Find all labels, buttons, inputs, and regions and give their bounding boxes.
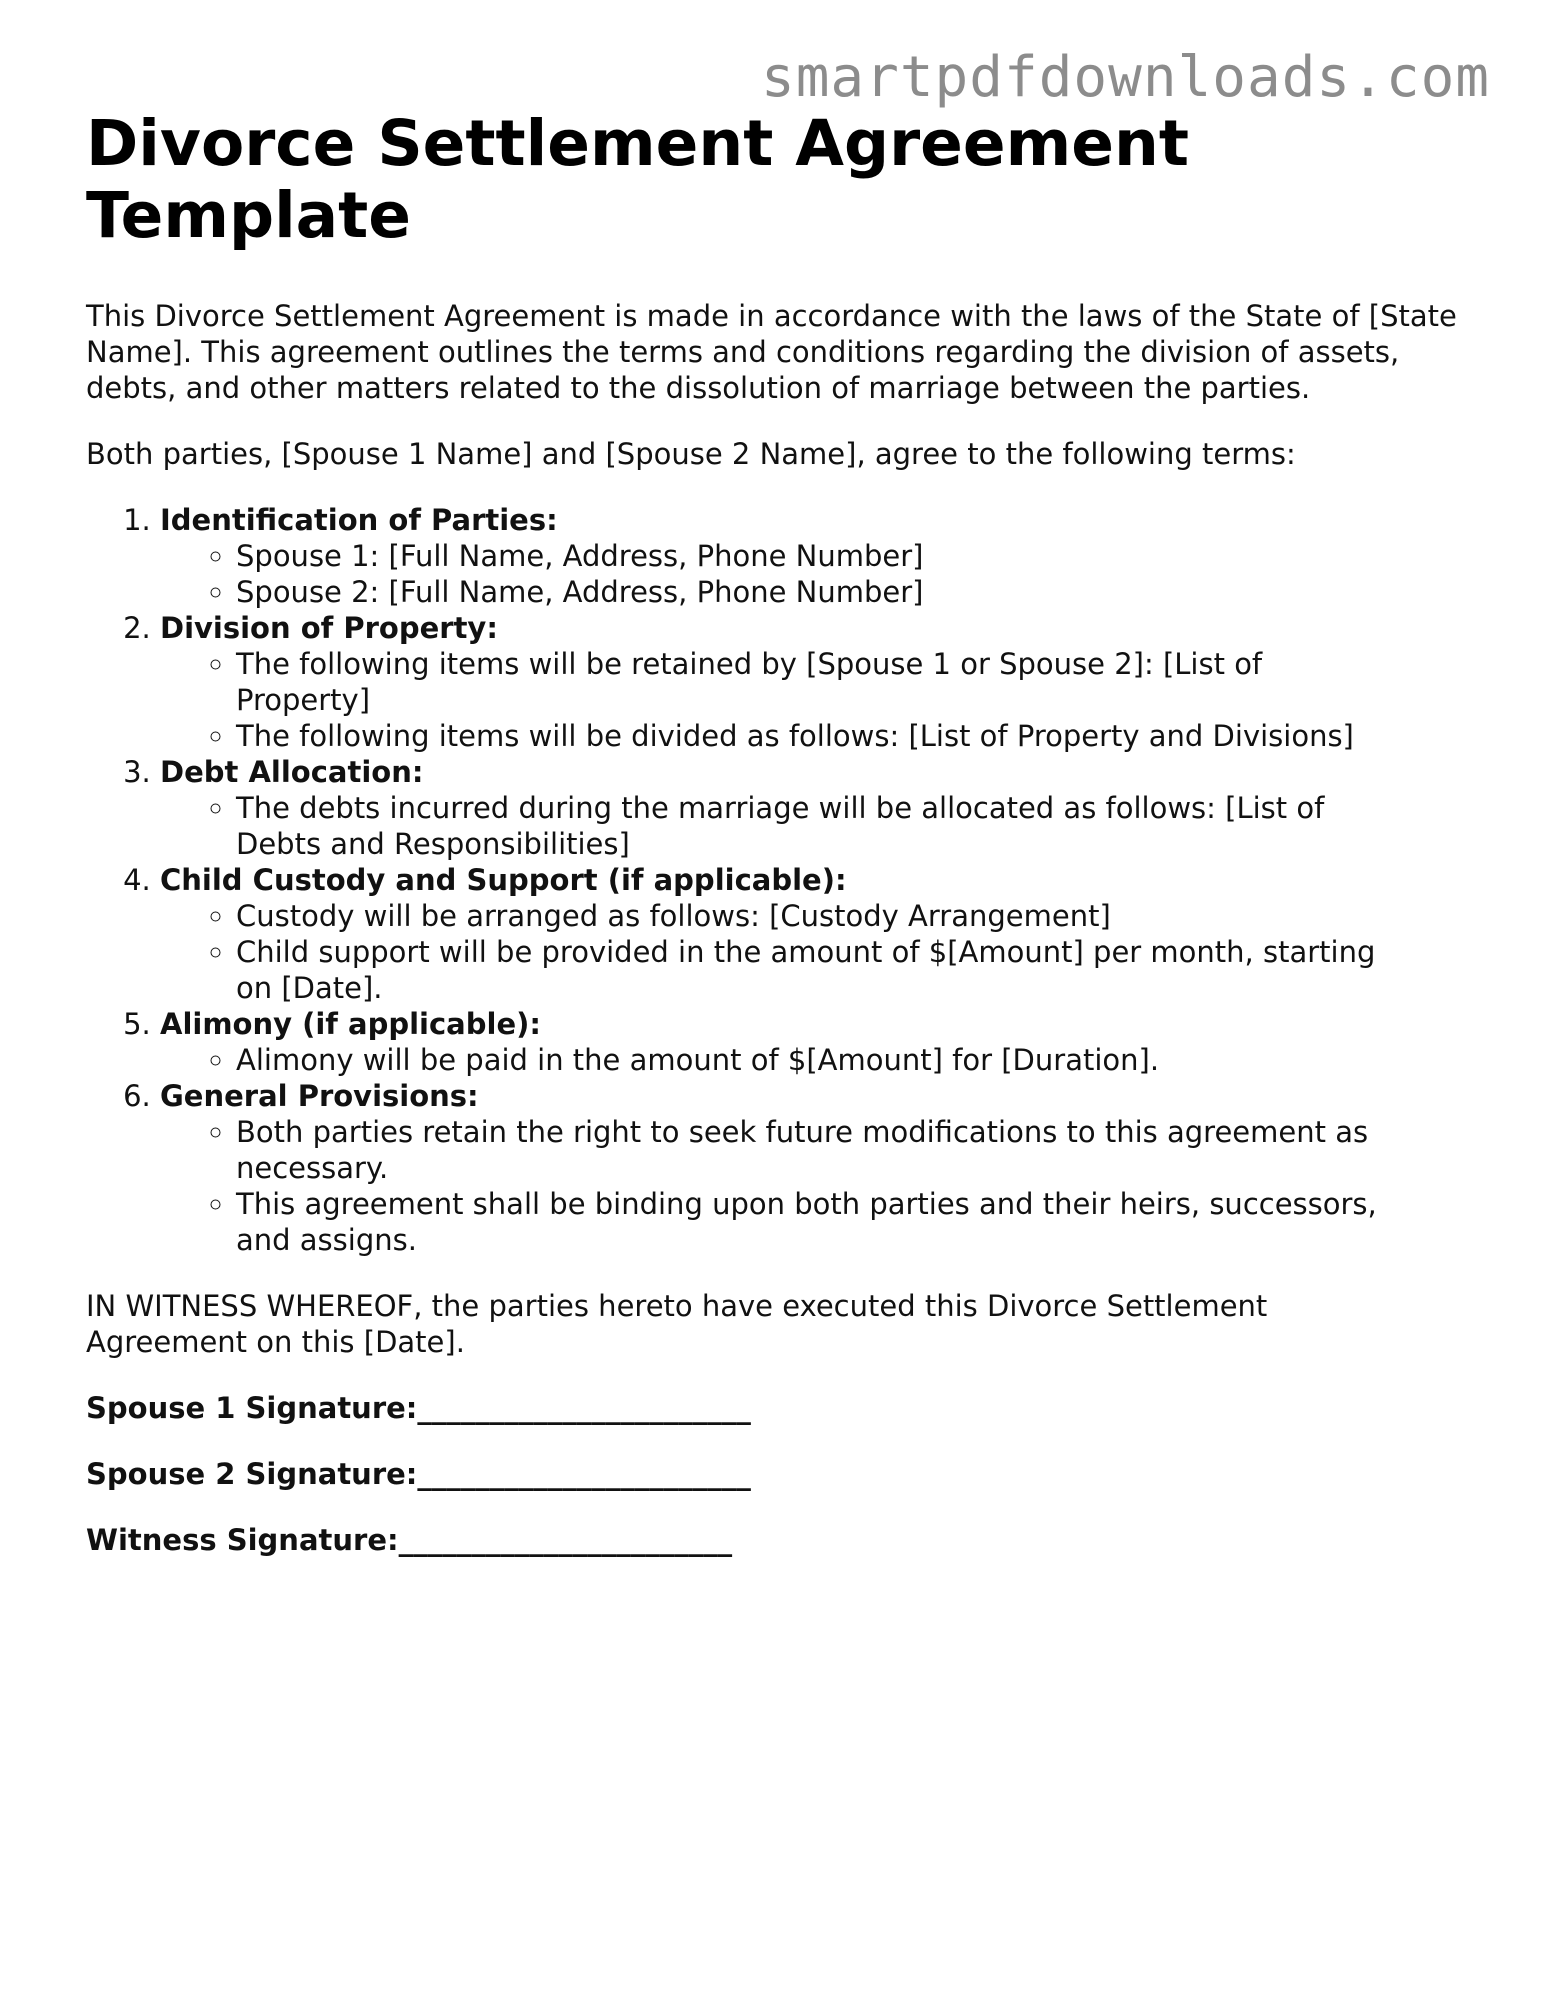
term-heading: General Provisions: [160, 1079, 479, 1113]
term-subitems [160, 1114, 1486, 1258]
term-item [160, 610, 1486, 754]
spouse2-signature-line[interactable]: _______________________ [417, 1457, 751, 1491]
parties-agreement-paragraph: Both parties, [Spouse 1 Name] and [Spouse 2 Name], agree to the following terms: [86, 437, 1296, 471]
term-item [160, 502, 1486, 610]
witness-signature-row [86, 1522, 1486, 1558]
spouse1-signature-label: Spouse 1 Signature: [86, 1391, 418, 1425]
spouse2-signature-label: Spouse 2 Signature: [86, 1457, 418, 1491]
term-subitem: ◦ Both parties retain the right to seek future modifications to this agreement as necessary. [236, 1114, 1396, 1186]
watermark: smartpdfdownloads.com [760, 45, 1490, 110]
term-subitem: ◦ Child support will be provided in the amount of $[Amount] per month, starting on [Date]. [236, 934, 1396, 1006]
term-heading: Debt Allocation: [160, 755, 424, 789]
term-item [160, 1006, 1486, 1078]
spouse2-signature-row [86, 1456, 1486, 1492]
term-subitem: ◦ Custody will be arranged as follows: [Custody Arrangement] [236, 898, 1396, 934]
spouse1-signature-line[interactable]: _______________________ [417, 1391, 751, 1425]
document-page [86, 108, 1486, 1558]
term-heading: Division of Property: [160, 611, 498, 645]
term-subitem: ◦ Alimony will be paid in the amount of $[Amount] for [Duration]. [236, 1042, 1396, 1078]
term-subitems [160, 790, 1486, 862]
term-heading: Alimony (if applicable): [160, 1007, 541, 1041]
document-title: Divorce Settlement Agreement Template [86, 107, 1189, 252]
term-subitem: ◦ The debts incurred during the marriage will be allocated as follows: [List of Debts and Responsibilities] [236, 790, 1396, 862]
term-subitems [160, 1042, 1486, 1078]
intro-paragraph: This Divorce Settlement Agreement is made in accordance with the laws of the State of [State Name]. This agreement outlines the terms and conditions regarding the division of assets, debts, and other matters related to the dissolution of marriage between the parties. [86, 299, 1457, 405]
witness-signature-line[interactable]: _______________________ [398, 1523, 733, 1557]
term-subitems [160, 646, 1486, 754]
term-subitem: ◦ The following items will be retained by [Spouse 1 or Spouse 2]: [List of Property] [236, 646, 1396, 718]
term-item [160, 862, 1486, 1006]
term-subitems [160, 898, 1486, 1006]
term-subitem: ◦ The following items will be divided as follows: [List of Property and Divisions] [236, 718, 1396, 754]
witness-signature-label: Witness Signature: [86, 1523, 399, 1557]
term-subitem: ◦ Spouse 2: [Full Name, Address, Phone Number] [236, 574, 1396, 610]
term-item [160, 754, 1486, 862]
terms-list [86, 502, 1486, 1258]
term-item [160, 1078, 1486, 1258]
witness-paragraph: IN WITNESS WHEREOF, the parties hereto have executed this Divorce Settlement Agreement on this [Date]. [86, 1289, 1268, 1359]
term-heading: Identification of Parties: [160, 503, 558, 537]
term-heading: Child Custody and Support (if applicable): [160, 863, 847, 897]
term-subitem: ◦ This agreement shall be binding upon both parties and their heirs, successors, and assigns. [236, 1186, 1396, 1258]
term-subitems [160, 538, 1486, 610]
term-subitem: ◦ Spouse 1: [Full Name, Address, Phone Number] [236, 538, 1396, 574]
spouse1-signature-row [86, 1390, 1486, 1426]
